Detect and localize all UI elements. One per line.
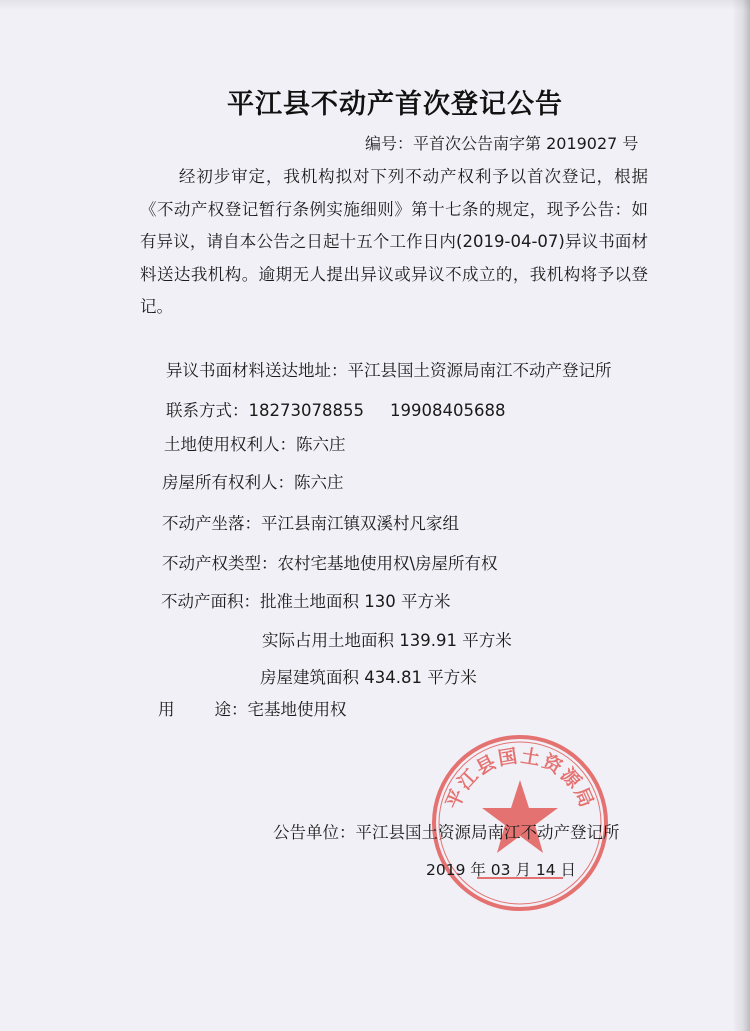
body-paragraph: 经初步审定，我机构拟对下列不动产权利予以首次登记，根据《不动产权登记暂行条例实施细则》第十七条的规定，现予公告：如有异议，请自本公告之日起十五个工作日内(2019-04-07)异议书面材料送达我机构。逾期无人提出异议或异议不成立的，我机构将予以登记。 [140,167,648,316]
location-value: 平江县南江镇双溪村凡家组 [261,514,459,533]
house-owner-value: 陈六庄 [294,473,344,492]
use-value: 宅基地使用权 [247,700,347,719]
land-holder-value: 陈六庄 [296,435,346,454]
address-value: 平江县国土资源局南江不动产登记所 [347,361,612,380]
contact-info [166,397,505,421]
use-label: 用途： [158,700,248,719]
house-owner-label: 房屋所有权利人： [162,473,294,492]
scan-shadow-edge [732,0,750,1031]
area-actual: 实际占用土地面积 139.91 平方米 [262,631,512,650]
type-value: 农村宅基地使用权\房屋所有权 [277,554,498,573]
land-holder-label: 土地使用权利人： [164,435,296,454]
type-label: 不动产权类型： [162,554,278,573]
scan-shadow-top [0,0,750,10]
property-area [161,588,450,612]
document-title: 平江县不动产首次登记公告 [227,89,563,120]
area-building: 房屋建筑面积 434.81 平方米 [260,668,477,687]
announcement-body [140,161,648,324]
phone-1: 18273078855 [248,401,364,420]
area-label: 不动产面积： [161,592,260,611]
location-label: 不动产坐落： [162,514,261,533]
property-location [162,510,459,534]
publish-date: 2019 年 03 月 14 日 [426,861,577,879]
svg-text:平江县国土资源局: 平江县国土资源局 [441,745,599,813]
land-use [158,696,347,720]
address-label: 异议书面材料送达地址： [166,361,348,380]
publisher: 公告单位：平江县国土资源局南江不动产登记所 [273,823,620,842]
contact-label: 联系方式： [166,401,249,420]
objection-address [166,357,612,381]
area-approved: 批准土地面积 130 平方米 [260,592,451,611]
house-owner [162,469,344,493]
reference-number: 编号：平首次公告南字第 2019027 号 [365,134,639,153]
land-holder [164,431,346,455]
right-type [162,550,498,574]
phone-2: 19908405688 [389,401,506,420]
